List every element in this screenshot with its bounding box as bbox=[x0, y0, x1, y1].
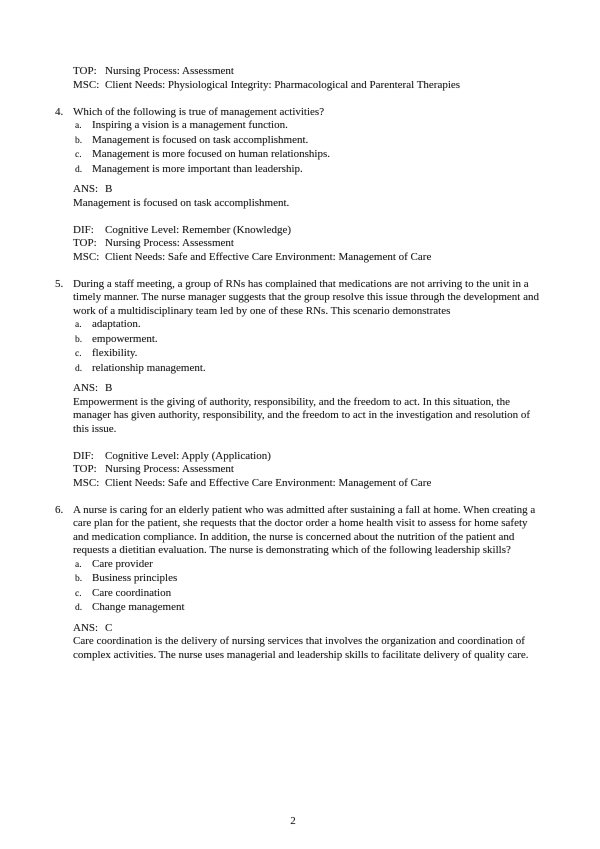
option-letter: a. bbox=[75, 320, 82, 330]
option-row bbox=[75, 362, 540, 377]
question-number: 4. bbox=[55, 105, 64, 118]
option-text: Management is more important than leadership. bbox=[92, 162, 303, 175]
meta-line bbox=[73, 79, 540, 93]
option-letter: b. bbox=[75, 334, 83, 345]
meta-line bbox=[73, 477, 540, 491]
meta-line bbox=[73, 450, 540, 464]
question-stem: Which of the following is true of management activities? bbox=[73, 105, 325, 118]
meta-label: MSC: bbox=[73, 476, 100, 489]
option-row bbox=[75, 347, 540, 362]
answer-label: ANS: bbox=[73, 621, 99, 634]
option-text: Inspiring a vision is a management function. bbox=[92, 119, 288, 131]
option-row bbox=[75, 587, 540, 602]
option-row bbox=[75, 572, 540, 587]
meta-value: Client Needs: Physiological Integrity: Pharmacological and Parenteral Therapies bbox=[105, 78, 461, 91]
answer-value: C bbox=[105, 621, 113, 634]
meta-block bbox=[73, 224, 540, 265]
option-text: Change management bbox=[92, 601, 185, 613]
question-number: 5. bbox=[55, 277, 64, 290]
question-number: 6. bbox=[55, 503, 64, 516]
answer-value: B bbox=[105, 183, 113, 195]
option-letter: c. bbox=[75, 150, 82, 160]
answer-value: B bbox=[105, 382, 113, 394]
option-row bbox=[75, 333, 540, 348]
option-letter: d. bbox=[75, 164, 83, 175]
option-row bbox=[75, 558, 540, 573]
meta-label: DIF: bbox=[73, 449, 94, 462]
option-text: adaptation. bbox=[92, 318, 141, 330]
answer-label: ANS: bbox=[73, 183, 99, 195]
option-letter: b. bbox=[75, 135, 83, 146]
option-text: Business principles bbox=[92, 572, 178, 584]
meta-label: MSC: bbox=[73, 78, 100, 91]
page-number: 2 bbox=[290, 815, 296, 827]
meta-line bbox=[73, 463, 540, 477]
option-letter: a. bbox=[75, 121, 82, 131]
meta-value: Client Needs: Safe and Effective Care Environment: Management of Care bbox=[105, 476, 432, 489]
meta-label: TOP: bbox=[73, 65, 97, 77]
question-block bbox=[55, 105, 540, 265]
rationale-text: Management is focused on task accomplishment. bbox=[73, 196, 290, 209]
options-list bbox=[75, 318, 540, 376]
answer-line bbox=[73, 183, 540, 197]
meta-line bbox=[73, 224, 540, 238]
answer-line bbox=[73, 382, 540, 396]
option-row bbox=[75, 134, 540, 149]
option-letter: a. bbox=[75, 559, 82, 570]
answer-line bbox=[73, 622, 540, 636]
option-letter: d. bbox=[75, 603, 83, 613]
question-stem: A nurse is caring for an elderly patient who was admitted after sustaining a fall at home. When creating a care plan for the patient, she requests that the doctor order a home health visit to assess for home safety and medication compliance. In addition, the nurse is concerned about the nutrition of the patient and requests a dietitian evaluation. The nurse is demonstrating which of the following leadership skills? bbox=[73, 503, 536, 556]
meta-line bbox=[73, 237, 540, 251]
answer-label: ANS: bbox=[73, 382, 99, 394]
option-text: Care coordination bbox=[92, 586, 172, 599]
option-letter: b. bbox=[75, 574, 83, 584]
meta-line bbox=[73, 65, 540, 79]
option-letter: c. bbox=[75, 349, 82, 359]
option-text: relationship management. bbox=[92, 361, 206, 374]
option-row bbox=[75, 318, 540, 333]
option-letter: c. bbox=[75, 588, 82, 599]
option-letter: d. bbox=[75, 363, 83, 374]
meta-value: Cognitive Level: Apply (Application) bbox=[105, 449, 271, 462]
meta-value: Nursing Process: Assessment bbox=[105, 463, 234, 475]
meta-value: Client Needs: Safe and Effective Care Environment: Management of Care bbox=[105, 250, 432, 263]
option-text: Care provider bbox=[92, 557, 153, 570]
leading-meta-block bbox=[73, 65, 540, 92]
option-text: flexibility. bbox=[92, 347, 138, 359]
option-row bbox=[75, 148, 540, 163]
option-row bbox=[75, 163, 540, 178]
meta-block bbox=[73, 450, 540, 491]
option-text: empowerment. bbox=[92, 332, 158, 345]
rationale-text: Empowerment is the giving of authority, responsibility, and the freedom to act. In this situation, the manager has given authority, responsibility, and the freedom to act in the investigation and resolution of this issue. bbox=[73, 395, 531, 435]
option-text: Management is more focused on human relationships. bbox=[92, 148, 330, 160]
meta-value: Nursing Process: Assessment bbox=[105, 237, 234, 249]
option-text: Management is focused on task accomplishment. bbox=[92, 133, 309, 146]
option-row bbox=[75, 119, 540, 134]
meta-label: TOP: bbox=[73, 237, 97, 249]
meta-label: TOP: bbox=[73, 463, 97, 475]
options-list bbox=[75, 558, 540, 616]
question-stem: During a staff meeting, a group of RNs has complained that medications are not arriving to the unit in a timely manner. The nurse manager suggests that the group resolve this issue through the development and work of a multidisciplinary team led by one of these RNs. This scenario demonstrates bbox=[73, 277, 539, 317]
rationale-text: Care coordination is the delivery of nursing services that involves the organization and coordination of complex activities. The nurse uses managerial and leadership skills to facilitate delivery of quality care. bbox=[73, 635, 529, 661]
meta-value: Nursing Process: Assessment bbox=[105, 65, 234, 77]
options-list bbox=[75, 119, 540, 177]
question-block bbox=[55, 277, 540, 491]
meta-line bbox=[73, 251, 540, 265]
option-row bbox=[75, 601, 540, 616]
question-block bbox=[55, 503, 540, 663]
page-content bbox=[55, 65, 540, 662]
meta-label: MSC: bbox=[73, 250, 100, 263]
meta-value: Cognitive Level: Remember (Knowledge) bbox=[105, 223, 292, 236]
meta-label: DIF: bbox=[73, 223, 94, 236]
